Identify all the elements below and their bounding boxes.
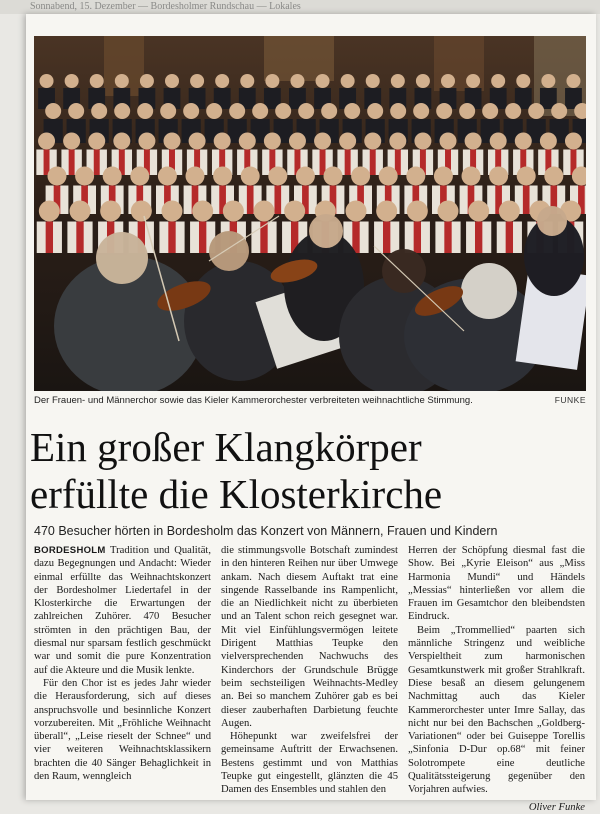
singer-head [516, 74, 530, 88]
singer-head [367, 103, 383, 119]
singer-head [214, 133, 231, 150]
singer-head [48, 167, 67, 186]
singer-head [70, 201, 91, 222]
singer-head [324, 167, 343, 186]
singer-sash [506, 222, 513, 254]
singer-sash [76, 222, 83, 254]
singer-head [565, 133, 582, 150]
singer-head [366, 74, 380, 88]
singer-head [289, 133, 306, 150]
singer-head [468, 201, 489, 222]
singer-sash [383, 222, 390, 254]
singer-head [75, 167, 94, 186]
singer-head [138, 133, 155, 150]
article-column-2 [221, 544, 398, 814]
singer-head [265, 74, 279, 88]
singer-head [434, 167, 453, 186]
singer-head [189, 133, 206, 150]
singer-head [339, 133, 356, 150]
article-body [34, 544, 586, 814]
singer-head [254, 201, 275, 222]
article-paragraph: Für den Chor ist es jedes Jahr wieder die Herausforderung, sich auf dieses anspruchsvolle und besinnliche Konzert vorzubereiten. Mit „Fröhliche Weihnacht überall“, „Leise rieselt der Schnee“ und vier weiteren Weihnachtsklassikern brachten die 40 Sänger Behaglichkeit in den Raum, wenngleich [34, 677, 211, 783]
singer-head [162, 201, 183, 222]
adjacent-page-strip: Sonnabend, 15. Dezember — Bordesholmer Rundschau — Lokales [0, 0, 600, 14]
paragraph-text: Tradition und Qualität, dazu Begegnungen und Andacht: Wieder einmal erfüllte das Weihnachtskonzert der Bordesholmer Liedertafel in der Klosterkirche die Erwartungen der zahlreichen Zuhörer. 470 Besucher strömten in den prächtigen Bau, der diesmal nur sparsam festlich geschmückt war und somit die pure Konzentration auf die Akteure und die Musik lenkte. [34, 545, 211, 676]
singer-head [275, 103, 291, 119]
singer-head [499, 201, 520, 222]
singer-head [241, 167, 260, 186]
singer-head [438, 201, 459, 222]
singer-sash [352, 222, 359, 254]
article-column-3 [408, 544, 585, 814]
singer-head [364, 133, 381, 150]
singer-head [515, 133, 532, 150]
singer-sash [247, 186, 254, 215]
singer-head [490, 133, 507, 150]
singer-head [239, 133, 256, 150]
singer-sash [523, 186, 530, 215]
choir-and-orchestra-photo [34, 36, 586, 391]
singer-head [314, 133, 331, 150]
concert-photo-illustration [34, 36, 586, 391]
article-paragraph: die stimmungsvolle Botschaft zumindest in den hinteren Reihen nur über Umwege ankam. Nach diesem Auftakt trat eine singende Rasselbande ins Rampenlicht, die an Niedlichkeit nicht zu überbieten und an Talent schon reich gesegnet war. Mit viel Einfühlungsvermögen leitete Dirigent Matthias Teupke den vielversprechenden Nachwuchs des Kinderchors der Grundschule Brügge beim sechsteiligen Weihnachts-Medley an. Bei so manchem Zuhörer gab es bei dieser zauberhaften Darbietung feuchte Augen. [221, 545, 398, 729]
singer-sash [199, 222, 206, 254]
singer-head [103, 167, 122, 186]
singer-head [186, 167, 205, 186]
singer-head [390, 103, 406, 119]
singer-head [351, 167, 370, 186]
singer-head [541, 74, 555, 88]
singer-head [131, 201, 152, 222]
singer-head [379, 167, 398, 186]
singer-head [113, 133, 130, 150]
singer-head [482, 103, 498, 119]
article-paragraph: Beim „Trommellied“ paarten sich männliche Stringenz und weibliche Verspieltheit zum harmonischen Gesamtkunstwerk mit großer Strahlkraft. Diese besaß an diesem gelungenem Nachmittag auch das Kieler Kammerorchester unter Imre Sallay, das nicht nur bei den Bachschen „Goldberg-Variationen“ oder bei Guiseppe Torellis „Sinfonia D-Dur op.68“ mit feiner Solotrompete eine deutliche Qualitätssteigerung gegenüber den Vorjahren aufwies. [408, 624, 585, 796]
singer-head [528, 103, 544, 119]
singer-head [158, 167, 177, 186]
singer-sash [414, 222, 421, 254]
singer-head [491, 74, 505, 88]
singer-head [441, 74, 455, 88]
singer-head [63, 133, 80, 150]
singer-head [436, 103, 452, 119]
singer-head [391, 74, 405, 88]
singer-sash [475, 222, 482, 254]
singer-sash [168, 222, 175, 254]
singer-head [39, 201, 60, 222]
singer-head [406, 167, 425, 186]
singer-sash [94, 150, 100, 176]
singer-head [551, 103, 567, 119]
singer-head [45, 103, 61, 119]
article-paragraph: Herren der Schöpfung diesmal fast die Show. Bei „Kyrie Eleison“ aus „Miss Harmonia Mundi“ und Händels „Messias“ hinterließen vor allem die Frauen im Gesamtchor den bleibendsten Eindruck. [408, 545, 585, 623]
singer-head [298, 103, 314, 119]
singer-head [160, 103, 176, 119]
singer-head [459, 103, 475, 119]
singer-head [229, 103, 245, 119]
singer-head [213, 167, 232, 186]
singer-head [40, 74, 54, 88]
singer-sash [274, 186, 281, 215]
singer-head [115, 74, 129, 88]
singer-head [68, 103, 84, 119]
singer-sash [444, 222, 451, 254]
singer-head [90, 74, 104, 88]
singer-head [88, 133, 105, 150]
subheadline: 470 Besucher hörten in Bordesholm das Konzert von Männern, Frauen und Kindern [34, 524, 498, 538]
singer-sash [320, 150, 326, 176]
singer-sash [370, 150, 376, 176]
singer-head [540, 133, 557, 150]
singer-head [566, 74, 580, 88]
headline [30, 424, 570, 518]
newspaper-page [26, 14, 596, 813]
singer-head [544, 167, 563, 186]
singer-head [114, 103, 130, 119]
singer-head [164, 133, 181, 150]
singer-head [296, 167, 315, 186]
singer-head [284, 201, 305, 222]
singer-head [407, 201, 428, 222]
singer-head [91, 103, 107, 119]
headline-line-1: Ein großer Klangkörper [30, 424, 422, 470]
photo-credit: FUNKE [554, 395, 586, 405]
singer-head [252, 103, 268, 119]
singer-head [130, 167, 149, 186]
singer-head [38, 133, 55, 150]
singer-head [316, 74, 330, 88]
singer-head [240, 74, 254, 88]
singer-head [190, 74, 204, 88]
singer-head [376, 201, 397, 222]
singer-sash [46, 222, 53, 254]
singer-head [344, 103, 360, 119]
singer-head [414, 133, 431, 150]
singer-head [413, 103, 429, 119]
singer-head [517, 167, 536, 186]
article-column-1 [34, 544, 211, 814]
singer-head [137, 103, 153, 119]
singer-head [389, 133, 406, 150]
singer-sash [345, 150, 351, 176]
singer-head [440, 133, 457, 150]
photo-caption: Der Frauen- und Männerchor sowie das Kieler Kammerorchester verbreiteten weihnachtliche Stimmung. [34, 395, 473, 406]
singer-head [268, 167, 287, 186]
singer-head [465, 133, 482, 150]
singer-sash [69, 150, 75, 176]
singer-head [489, 167, 508, 186]
singer-head [416, 74, 430, 88]
singer-head [223, 201, 244, 222]
singer-head [192, 201, 213, 222]
singer-head [341, 74, 355, 88]
singer-head [290, 74, 304, 88]
dateline: BORDESHOLM [34, 545, 106, 556]
singer-head [100, 201, 121, 222]
article-paragraph: Höhepunkt war zweifelsfrei der gemeinsame Auftritt der Erwachsenen. Bestens gestimmt und von Matthias Teupke gut eingestellt, glänzten die 45 Damen des Ensembles und stahlen den [221, 731, 398, 796]
article-paragraph [34, 544, 211, 677]
singer-head [140, 74, 154, 88]
singer-sash [44, 150, 50, 176]
singer-head [165, 74, 179, 88]
singer-head [466, 74, 480, 88]
singer-head [215, 74, 229, 88]
singer-head [505, 103, 521, 119]
singer-head [321, 103, 337, 119]
author-byline: Oliver Funke [528, 801, 585, 813]
singer-head [346, 201, 367, 222]
singer-head [462, 167, 481, 186]
headline-line-2: erfüllte die Klosterkirche [30, 471, 443, 517]
singer-head [65, 74, 79, 88]
singer-head [206, 103, 222, 119]
singer-head [264, 133, 281, 150]
singer-head [183, 103, 199, 119]
